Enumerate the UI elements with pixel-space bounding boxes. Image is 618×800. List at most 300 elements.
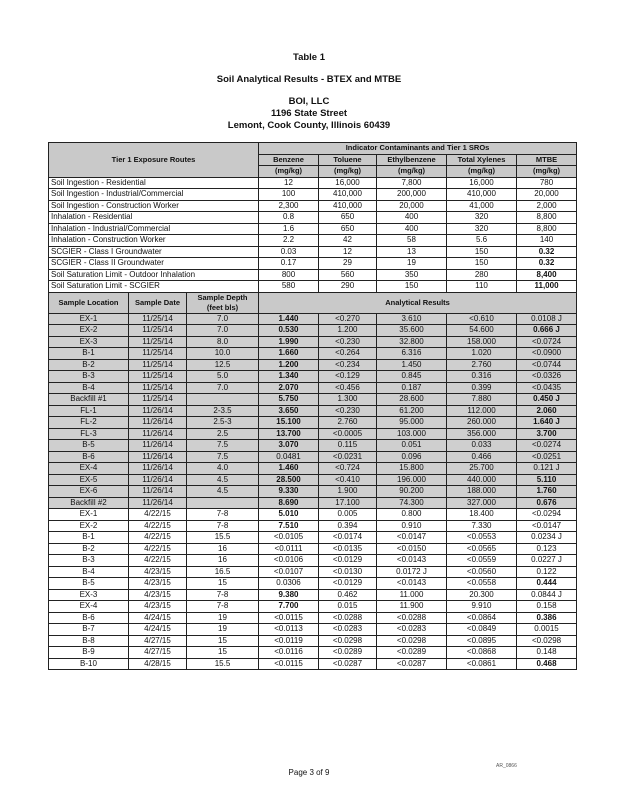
result-value: 0.468 — [517, 658, 577, 670]
result-value: <0.0298 — [319, 635, 377, 647]
result-value: 61.200 — [377, 405, 447, 417]
sro-row — [49, 200, 577, 212]
sro-row — [49, 177, 577, 189]
sro-value: 800 — [259, 269, 319, 281]
result-value: 1.900 — [319, 486, 377, 498]
result-value: 0.399 — [447, 382, 517, 394]
ar-code: AR_0866 — [496, 763, 517, 769]
sample-depth: 7-8 — [187, 509, 259, 521]
exposure-route: Inhalation - Construction Worker — [49, 235, 259, 247]
result-value: <0.0111 — [259, 543, 319, 555]
sro-value: 200,000 — [377, 189, 447, 201]
sample-date: 4/23/15 — [129, 578, 187, 590]
result-value: 0.450 J — [517, 394, 577, 406]
result-value: <0.0849 — [447, 624, 517, 636]
result-value: 0.666 J — [517, 325, 577, 337]
sample-section — [49, 313, 577, 670]
result-value: 8.690 — [259, 497, 319, 509]
xylenes-header: Total Xylenes — [447, 154, 517, 166]
result-value: <0.0298 — [517, 635, 577, 647]
sro-value: 0.8 — [259, 212, 319, 224]
result-value: 1.660 — [259, 348, 319, 360]
result-value: <0.0868 — [447, 647, 517, 659]
sample-date: 11/25/14 — [129, 313, 187, 325]
sample-row — [49, 394, 577, 406]
unit-header: (mg/kg) — [377, 166, 447, 178]
result-value: <0.0116 — [259, 647, 319, 659]
sample-loc: B-5 — [49, 578, 129, 590]
sample-row — [49, 428, 577, 440]
sample-loc: B-6 — [49, 612, 129, 624]
sample-date: 11/25/14 — [129, 359, 187, 371]
sample-row — [49, 486, 577, 498]
sro-value: 650 — [319, 223, 377, 235]
result-value: 0.0234 J — [517, 532, 577, 544]
sample-header-section — [49, 292, 577, 313]
sample-date: 11/25/14 — [129, 382, 187, 394]
result-value: 20.300 — [447, 589, 517, 601]
date-header: Sample Date — [129, 292, 187, 313]
sro-section — [49, 177, 577, 292]
sample-row — [49, 509, 577, 521]
result-value: <0.0287 — [377, 658, 447, 670]
result-value: <0.0143 — [377, 578, 447, 590]
result-value: 7.330 — [447, 520, 517, 532]
sample-row — [49, 555, 577, 567]
sample-loc: EX-1 — [49, 313, 129, 325]
sample-loc: EX-4 — [49, 463, 129, 475]
result-value: 0.123 — [517, 543, 577, 555]
result-value: 5.750 — [259, 394, 319, 406]
sro-value: 560 — [319, 269, 377, 281]
result-value: 1.990 — [259, 336, 319, 348]
sro-value: 0.32 — [517, 246, 577, 258]
sro-value: 0.32 — [517, 258, 577, 270]
result-value: <0.0895 — [447, 635, 517, 647]
result-value: <0.0326 — [517, 371, 577, 383]
sample-loc: B-2 — [49, 543, 129, 555]
sro-row — [49, 246, 577, 258]
result-value: <0.0106 — [259, 555, 319, 567]
result-value: 260.000 — [447, 417, 517, 429]
sample-loc: Backfill #2 — [49, 497, 129, 509]
result-value: <0.0105 — [259, 532, 319, 544]
sample-depth: 4.5 — [187, 486, 259, 498]
sample-date: 4/24/15 — [129, 624, 187, 636]
result-value: 196.000 — [377, 474, 447, 486]
sro-value: 410,000 — [319, 189, 377, 201]
sro-value: 100 — [259, 189, 319, 201]
result-value: 11.900 — [377, 601, 447, 613]
result-value: 0.121 J — [517, 463, 577, 475]
sample-depth — [187, 394, 259, 406]
sample-row — [49, 474, 577, 486]
result-value: <0.0559 — [447, 555, 517, 567]
result-value: 0.033 — [447, 440, 517, 452]
result-value: 6.316 — [377, 348, 447, 360]
sample-row — [49, 325, 577, 337]
result-value: <0.0107 — [259, 566, 319, 578]
result-value: 0.051 — [377, 440, 447, 452]
sample-date: 11/26/14 — [129, 463, 187, 475]
result-value: 0.394 — [319, 520, 377, 532]
result-value: <0.0288 — [377, 612, 447, 624]
result-value: 0.122 — [517, 566, 577, 578]
sro-value: 29 — [319, 258, 377, 270]
result-value: <0.0287 — [319, 658, 377, 670]
result-value: <0.0294 — [517, 509, 577, 521]
sro-value: 650 — [319, 212, 377, 224]
sample-date: 4/24/15 — [129, 612, 187, 624]
exposure-route: SCGIER - Class I Groundwater — [49, 246, 259, 258]
toluene-header: Toluene — [319, 154, 377, 166]
result-value: <0.0147 — [377, 532, 447, 544]
table-title: Soil Analytical Results - BTEX and MTBE — [216, 74, 402, 85]
sample-row — [49, 348, 577, 360]
location-header: Sample Location — [49, 292, 129, 313]
sample-depth: 16 — [187, 543, 259, 555]
result-value: 28.600 — [377, 394, 447, 406]
result-value: <0.0560 — [447, 566, 517, 578]
sample-row — [49, 440, 577, 452]
sample-date: 11/26/14 — [129, 428, 187, 440]
sample-depth: 4.5 — [187, 474, 259, 486]
sample-loc: B-3 — [49, 555, 129, 567]
sample-date: 11/25/14 — [129, 336, 187, 348]
sample-loc: B-2 — [49, 359, 129, 371]
sample-date: 11/25/14 — [129, 325, 187, 337]
result-value: 11.000 — [377, 589, 447, 601]
sample-row — [49, 405, 577, 417]
sample-date: 4/23/15 — [129, 601, 187, 613]
sample-loc: FL-1 — [49, 405, 129, 417]
sro-value: 0.17 — [259, 258, 319, 270]
sample-row — [49, 520, 577, 532]
sample-loc: EX-6 — [49, 486, 129, 498]
street-address: 1196 State Street — [270, 108, 348, 119]
result-value: <0.0231 — [319, 451, 377, 463]
sample-depth: 15 — [187, 635, 259, 647]
sample-depth — [187, 497, 259, 509]
result-value: 25.700 — [447, 463, 517, 475]
unit-header: (mg/kg) — [447, 166, 517, 178]
sro-value: 8,400 — [517, 269, 577, 281]
result-value: 0.386 — [517, 612, 577, 624]
result-value: 1.340 — [259, 371, 319, 383]
sro-value: 0.03 — [259, 246, 319, 258]
sample-depth: 19 — [187, 612, 259, 624]
sro-value: 410,000 — [447, 189, 517, 201]
result-value: 0.845 — [377, 371, 447, 383]
sample-row — [49, 543, 577, 555]
sro-value: 290 — [319, 281, 377, 293]
sro-value: 410,000 — [319, 200, 377, 212]
sample-date: 11/26/14 — [129, 486, 187, 498]
sample-date: 4/27/15 — [129, 647, 187, 659]
city-address: Lemont, Cook County, Illinois 60439 — [227, 120, 391, 131]
result-value: 0.0844 J — [517, 589, 577, 601]
sro-value: 11,000 — [517, 281, 577, 293]
sample-loc: B-8 — [49, 635, 129, 647]
sro-value: 110 — [447, 281, 517, 293]
sro-value: 5.6 — [447, 235, 517, 247]
result-value: 0.187 — [377, 382, 447, 394]
result-value: 1.760 — [517, 486, 577, 498]
result-value: 327.000 — [447, 497, 517, 509]
sample-depth: 2.5-3 — [187, 417, 259, 429]
sample-row — [49, 359, 577, 371]
sample-row — [49, 451, 577, 463]
sample-date: 11/25/14 — [129, 394, 187, 406]
result-value: 3.650 — [259, 405, 319, 417]
sample-row — [49, 624, 577, 636]
result-value: <0.456 — [319, 382, 377, 394]
sro-row — [49, 281, 577, 293]
result-value: 0.676 — [517, 497, 577, 509]
result-value: 2.060 — [517, 405, 577, 417]
result-value: <0.0864 — [447, 612, 517, 624]
sro-value: 400 — [377, 212, 447, 224]
result-value: 2.070 — [259, 382, 319, 394]
sample-depth: 7.0 — [187, 325, 259, 337]
result-value: <0.230 — [319, 336, 377, 348]
sro-value: 58 — [377, 235, 447, 247]
result-value: <0.0558 — [447, 578, 517, 590]
title-block — [0, 52, 618, 132]
result-value: 188.000 — [447, 486, 517, 498]
sro-row — [49, 189, 577, 201]
sample-date: 4/28/15 — [129, 658, 187, 670]
depth-header: Sample Depth (feet bls) — [187, 292, 259, 313]
result-value: 0.462 — [319, 589, 377, 601]
exposure-route: Inhalation - Residential — [49, 212, 259, 224]
sample-row — [49, 497, 577, 509]
result-value: <0.0435 — [517, 382, 577, 394]
result-value: <0.0005 — [319, 428, 377, 440]
sro-value: 12 — [259, 177, 319, 189]
result-value: <0.230 — [319, 405, 377, 417]
result-value: <0.0288 — [319, 612, 377, 624]
result-value: 0.910 — [377, 520, 447, 532]
sro-value: 150 — [377, 281, 447, 293]
results-table — [48, 142, 577, 670]
sample-depth: 7.0 — [187, 382, 259, 394]
result-value: <0.0283 — [319, 624, 377, 636]
result-value: 95.000 — [377, 417, 447, 429]
result-value: 0.800 — [377, 509, 447, 521]
result-value: <0.410 — [319, 474, 377, 486]
sample-date: 11/25/14 — [129, 348, 187, 360]
sample-row — [49, 601, 577, 613]
result-value: 1.200 — [259, 359, 319, 371]
result-value: <0.0129 — [319, 555, 377, 567]
sample-loc: B-1 — [49, 532, 129, 544]
sample-loc: B-7 — [49, 624, 129, 636]
result-value: 1.020 — [447, 348, 517, 360]
result-value: 74.300 — [377, 497, 447, 509]
sample-loc: Backfill #1 — [49, 394, 129, 406]
sample-loc: B-3 — [49, 371, 129, 383]
sro-value: 12 — [319, 246, 377, 258]
result-value: 7.880 — [447, 394, 517, 406]
sample-depth: 7-8 — [187, 589, 259, 601]
result-value: 3.700 — [517, 428, 577, 440]
result-value: 0.316 — [447, 371, 517, 383]
sample-row — [49, 382, 577, 394]
result-value: <0.0143 — [377, 555, 447, 567]
result-value: 0.0172 J — [377, 566, 447, 578]
exposure-route: Soil Ingestion - Residential — [49, 177, 259, 189]
result-value: <0.724 — [319, 463, 377, 475]
sample-loc: FL-2 — [49, 417, 129, 429]
table-number: Table 1 — [292, 52, 326, 63]
result-value: 0.148 — [517, 647, 577, 659]
result-value: 13.700 — [259, 428, 319, 440]
sample-depth: 15.5 — [187, 658, 259, 670]
result-value: <0.0147 — [517, 520, 577, 532]
sro-value: 16,000 — [319, 177, 377, 189]
sample-row — [49, 532, 577, 544]
result-value: 1.200 — [319, 325, 377, 337]
result-value: 54.600 — [447, 325, 517, 337]
benzene-header: Benzene — [259, 154, 319, 166]
sample-loc: B-4 — [49, 566, 129, 578]
result-value: <0.0274 — [517, 440, 577, 452]
result-value: 7.510 — [259, 520, 319, 532]
result-value: 0.444 — [517, 578, 577, 590]
result-value: 3.070 — [259, 440, 319, 452]
sro-value: 320 — [447, 212, 517, 224]
result-value: <0.0115 — [259, 612, 319, 624]
sample-depth: 12.5 — [187, 359, 259, 371]
sro-value: 13 — [377, 246, 447, 258]
result-value: 2.760 — [447, 359, 517, 371]
result-value: <0.0174 — [319, 532, 377, 544]
sro-value: 20,000 — [517, 189, 577, 201]
sample-date: 11/26/14 — [129, 497, 187, 509]
exposure-route: Soil Ingestion - Industrial/Commercial — [49, 189, 259, 201]
sro-value: 20,000 — [377, 200, 447, 212]
result-value: 0.530 — [259, 325, 319, 337]
result-value: 18.400 — [447, 509, 517, 521]
sample-date: 4/22/15 — [129, 509, 187, 521]
sample-loc: EX-5 — [49, 474, 129, 486]
sample-loc: EX-1 — [49, 509, 129, 521]
result-value: <0.270 — [319, 313, 377, 325]
sample-date: 4/22/15 — [129, 555, 187, 567]
result-value: 1.460 — [259, 463, 319, 475]
result-value: <0.0113 — [259, 624, 319, 636]
result-value: 158.000 — [447, 336, 517, 348]
sro-value: 2.2 — [259, 235, 319, 247]
result-value: <0.264 — [319, 348, 377, 360]
sro-value: 1.6 — [259, 223, 319, 235]
result-value: <0.0119 — [259, 635, 319, 647]
sample-depth: 4.0 — [187, 463, 259, 475]
sro-value: 8,800 — [517, 223, 577, 235]
route-header: Tier 1 Exposure Routes — [49, 143, 259, 178]
sro-value: 2,000 — [517, 200, 577, 212]
exposure-route: Soil Saturation Limit - SCGIER — [49, 281, 259, 293]
result-value: <0.0861 — [447, 658, 517, 670]
sample-depth: 16 — [187, 555, 259, 567]
sro-value: 42 — [319, 235, 377, 247]
sample-loc: EX-2 — [49, 520, 129, 532]
sample-loc: B-9 — [49, 647, 129, 659]
sample-depth: 15.5 — [187, 532, 259, 544]
sample-row — [49, 417, 577, 429]
sample-loc: EX-2 — [49, 325, 129, 337]
sro-value: 320 — [447, 223, 517, 235]
page-number: Page 3 of 9 — [288, 768, 330, 777]
sro-value: 41,000 — [447, 200, 517, 212]
sro-row — [49, 212, 577, 224]
sample-loc: EX-4 — [49, 601, 129, 613]
result-value: <0.0298 — [377, 635, 447, 647]
sample-depth: 7.5 — [187, 451, 259, 463]
sample-row — [49, 336, 577, 348]
result-value: <0.0565 — [447, 543, 517, 555]
sample-date: 11/25/14 — [129, 371, 187, 383]
sro-value: 16,000 — [447, 177, 517, 189]
sample-depth: 10.0 — [187, 348, 259, 360]
sample-depth: 2-3.5 — [187, 405, 259, 417]
exposure-route: SCGIER - Class II Groundwater — [49, 258, 259, 270]
sro-value: 7,800 — [377, 177, 447, 189]
sro-value: 150 — [447, 258, 517, 270]
sample-loc: B-10 — [49, 658, 129, 670]
result-value: 5.010 — [259, 509, 319, 521]
sample-depth: 2.5 — [187, 428, 259, 440]
result-value: 440.000 — [447, 474, 517, 486]
result-value: 28.500 — [259, 474, 319, 486]
sample-date: 11/26/14 — [129, 451, 187, 463]
result-value: <0.0724 — [517, 336, 577, 348]
result-value: 1.640 J — [517, 417, 577, 429]
result-value: <0.234 — [319, 359, 377, 371]
result-value: 90.200 — [377, 486, 447, 498]
sample-loc: B-1 — [49, 348, 129, 360]
sample-row — [49, 313, 577, 325]
exposure-route: Soil Saturation Limit - Outdoor Inhalation — [49, 269, 259, 281]
result-value: 0.466 — [447, 451, 517, 463]
result-value: 9.330 — [259, 486, 319, 498]
sample-loc: B-6 — [49, 451, 129, 463]
sro-value: 400 — [377, 223, 447, 235]
sample-row — [49, 566, 577, 578]
exposure-route: Inhalation - Industrial/Commercial — [49, 223, 259, 235]
sro-row — [49, 269, 577, 281]
sample-date: 11/26/14 — [129, 417, 187, 429]
result-value: 0.096 — [377, 451, 447, 463]
result-value: <0.0289 — [377, 647, 447, 659]
sample-loc: B-5 — [49, 440, 129, 452]
sample-depth: 7.0 — [187, 313, 259, 325]
sro-row — [49, 258, 577, 270]
sample-depth: 16.5 — [187, 566, 259, 578]
result-value: <0.0289 — [319, 647, 377, 659]
result-value: 103.000 — [377, 428, 447, 440]
result-value: 32.800 — [377, 336, 447, 348]
result-value: 5.110 — [517, 474, 577, 486]
sample-row — [49, 647, 577, 659]
result-value: 0.0481 — [259, 451, 319, 463]
sro-value: 150 — [447, 246, 517, 258]
result-value: <0.0129 — [319, 578, 377, 590]
sample-row — [49, 589, 577, 601]
sample-depth: 7-8 — [187, 520, 259, 532]
result-value: 9.380 — [259, 589, 319, 601]
